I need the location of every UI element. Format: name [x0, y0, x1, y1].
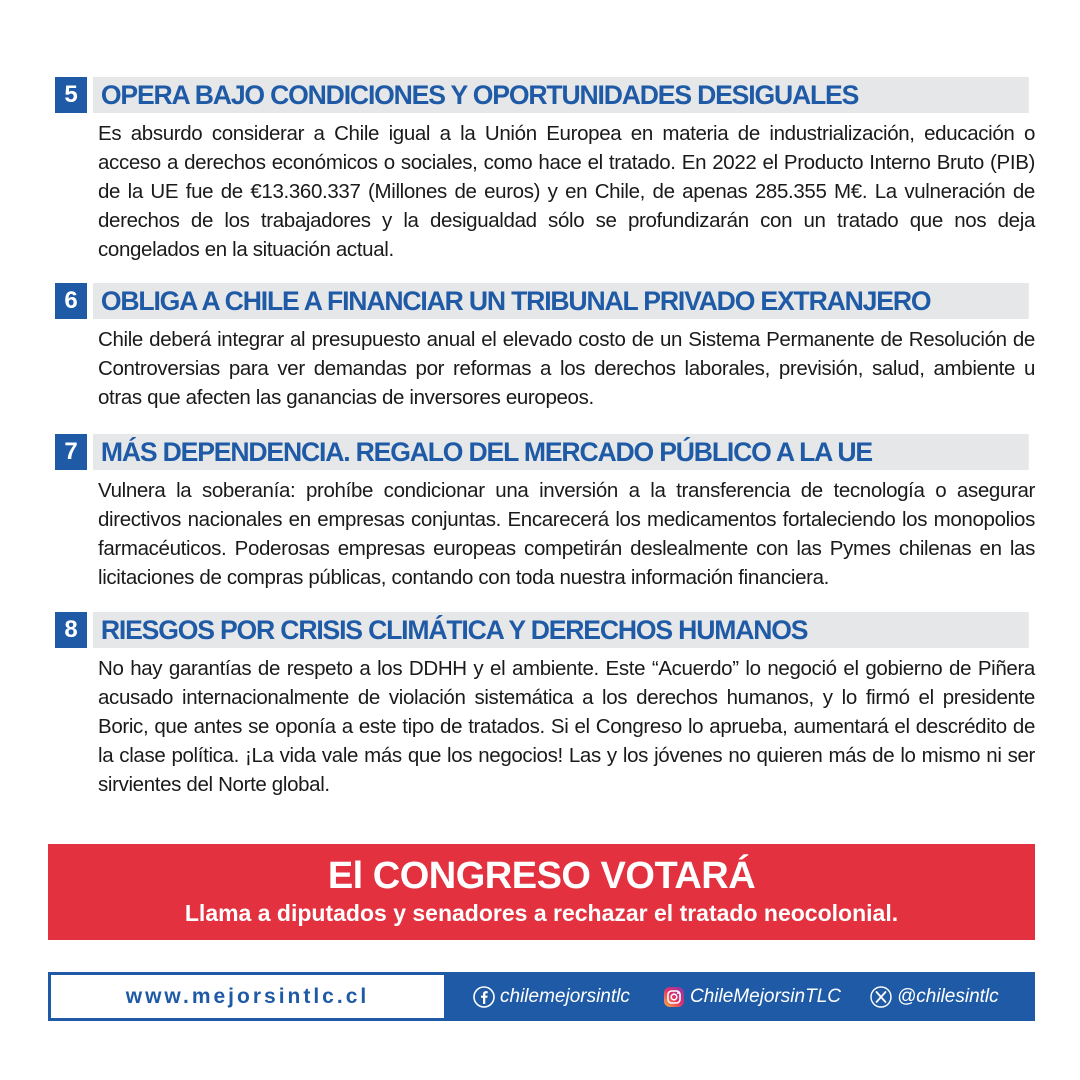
footer-bar [48, 972, 1035, 1021]
x-handle: @chilesintlc [897, 985, 999, 1007]
section-body: Vulnera la soberanía: prohíbe condicionar una inversión a la transferencia de tecnología o asegurar directivos nacionales en empresas conjuntas. Encarecerá los medicamentos fortaleciendo los monopolios farmacéuticos. Poderosas empresas europeas competirán deslealmente con las Pymes chilenas en las licitaciones de compras públicas, contando con toda nuestra información financiera. [98, 479, 1035, 589]
section-header [55, 612, 1035, 648]
section-number: 6 [55, 283, 87, 319]
instagram-handle: ChileMejorsinTLC [690, 985, 841, 1007]
section-number: 5 [55, 77, 87, 113]
section-header [55, 434, 1035, 470]
website-link[interactable]: www.mejorsintlc.cl [51, 975, 444, 1018]
section-title: MÁS DEPENDENCIA. REGALO DEL MERCADO PÚBLICO A LA UE [93, 434, 1029, 470]
x-icon [870, 986, 892, 1008]
instagram-link[interactable] [663, 972, 841, 1021]
section-7 [55, 434, 1035, 592]
facebook-link[interactable] [473, 972, 630, 1021]
section-6 [55, 283, 1035, 412]
section-title: OPERA BAJO CONDICIONES Y OPORTUNIDADES DESIGUALES [93, 77, 1029, 113]
section-number: 7 [55, 434, 87, 470]
section-body: No hay garantías de respeto a los DDHH y el ambiente. Este “Acuerdo” lo negoció el gobierno de Piñera acusado internacionalmente de violación sistemática a los derechos humanos, y lo firmó el presidente Boric, que antes se oponía a este tipo de tratados. Si el Congreso lo aprueba, aumentará el descrédito de la clase política. ¡La vida vale más que los negocios! Las y los jóvenes no quieren más de lo mismo ni ser sirvientes del Norte global. [98, 657, 1035, 796]
section-number: 8 [55, 612, 87, 648]
section-header [55, 77, 1035, 113]
section-8 [55, 612, 1035, 799]
section-header [55, 283, 1035, 319]
facebook-handle: chilemejorsintlc [500, 985, 630, 1007]
cta-subtitle: Llama a diputados y senadores a rechazar el tratado neocolonial. [184, 900, 899, 926]
section-body: Es absurdo considerar a Chile igual a la Unión Europea en materia de industrialización, educación o acceso a derechos económicos o sociales, como hace el tratado. En 2022 el Producto Interno Bruto (PIB) de la UE fue de €13.360.337 (Millones de euros) y en Chile, de apenas 285.355 M€. La vulneración de derechos de los trabajadores y la desigualdad sólo se profundizarán con un tratado que nos deja congelados en la situación actual. [98, 122, 1035, 261]
section-title: RIESGOS POR CRISIS CLIMÁTICA Y DERECHOS HUMANOS [93, 612, 1029, 648]
x-link[interactable] [870, 972, 999, 1021]
instagram-icon [663, 986, 685, 1008]
section-title: OBLIGA A CHILE A FINANCIAR UN TRIBUNAL PRIVADO EXTRANJERO [93, 283, 1029, 319]
facebook-icon [473, 986, 495, 1008]
call-to-action-banner [48, 844, 1035, 940]
cta-title: El CONGRESO VOTARÁ [327, 855, 756, 897]
section-body: Chile deberá integrar al presupuesto anual el elevado costo de un Sistema Permanente de Resolución de Controversias para ver demandas por reformas a los derechos laborales, previsión, salud, ambiente u otras que afecten las ganancias de inversores europeos. [98, 328, 1035, 409]
section-5 [55, 77, 1035, 264]
